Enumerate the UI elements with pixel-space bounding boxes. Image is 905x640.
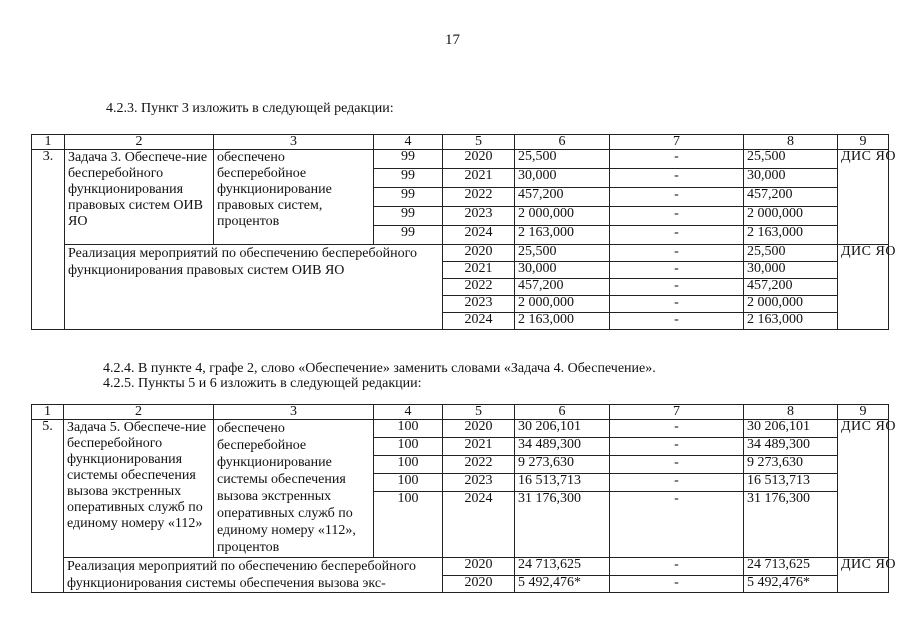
indicator-text: обеспечено бесперебойное функционирование системы обеспечения вызова экстренных оперативных служб по единому номеру «112», процентов [214,420,374,558]
total-amount: 2 163,000 [515,313,610,330]
total-amount: 9 273,630 [515,456,610,474]
total-amount: 24 713,625 [515,558,610,576]
header-cell: 5 [443,135,515,150]
total-amount: 457,200 [515,188,610,207]
section-4-2-4: 4.2.4. В пункте 4, графе 2, слово «Обеспечение» заменить словами «Задача 4. Обеспечение». [103,361,656,376]
regional-amount: 457,200 [744,279,838,296]
regional-amount: 31 176,300 [744,492,838,558]
federal-amount: - [610,279,744,296]
federal-amount: - [610,262,744,279]
year: 2021 [443,438,515,456]
regional-amount: 9 273,630 [744,456,838,474]
total-amount: 30,000 [515,169,610,188]
indicator-text: обеспечено бесперебойное функционирование правовых систем, процентов [214,150,374,245]
task-number: 3. [32,150,65,330]
table-row [32,558,889,576]
year: 2020 [443,150,515,169]
header-cell: 8 [744,135,838,150]
table-row [32,245,889,262]
activity-text: Реализация мероприятий по обеспечению бесперебойного функционирования системы обеспечения вызова экс- [64,558,443,593]
year: 2020 [443,245,515,262]
target-value: 100 [374,474,443,492]
year: 2024 [443,313,515,330]
header-cell: 2 [65,135,214,150]
year: 2023 [443,296,515,313]
regional-amount: 16 513,713 [744,474,838,492]
federal-amount: - [610,420,744,438]
target-value: 99 [374,226,443,245]
federal-amount: - [610,296,744,313]
year: 2024 [443,226,515,245]
regional-amount: 2 000,000 [744,207,838,226]
federal-amount: - [610,207,744,226]
target-value: 99 [374,207,443,226]
header-cell: 6 [515,405,610,420]
section-4-2-3: 4.2.3. Пункт 3 изложить в следующей редакции: [106,101,394,116]
header-cell: 9 [838,405,889,420]
federal-amount: - [610,492,744,558]
table-row [32,420,889,438]
header-cell: 5 [443,405,515,420]
header-cell: 7 [610,405,744,420]
total-amount: 457,200 [515,279,610,296]
header-cell: 4 [374,405,443,420]
regional-amount: 24 713,625 [744,558,838,576]
header-cell: 1 [32,405,64,420]
executor: ДИС ЯО [838,150,889,245]
year: 2020 [443,558,515,576]
header-cell: 3 [214,135,374,150]
total-amount: 34 489,300 [515,438,610,456]
target-value: 100 [374,420,443,438]
regional-amount: 457,200 [744,188,838,207]
executor: ДИС ЯО [838,420,889,558]
header-cell: 6 [515,135,610,150]
page-number: 17 [445,32,460,48]
year: 2020 [443,420,515,438]
target-value: 100 [374,492,443,558]
federal-amount: - [610,188,744,207]
year: 2023 [443,207,515,226]
federal-amount: - [610,474,744,492]
federal-amount: - [610,575,744,593]
regional-amount: 2 163,000 [744,226,838,245]
header-cell: 8 [744,405,838,420]
total-amount: 25,500 [515,150,610,169]
task-text: Задача 5. Обеспече-ние бесперебойного функционирования системы обеспечения вызова экстренных оперативных служб по единому номеру «112» [64,420,214,558]
total-amount: 31 176,300 [515,492,610,558]
year: 2024 [443,492,515,558]
year: 2022 [443,456,515,474]
section-4-2-5: 4.2.5. Пункты 5 и 6 изложить в следующей редакции: [103,376,422,391]
task-number: 5. [32,420,64,593]
federal-amount: - [610,438,744,456]
target-value: 100 [374,456,443,474]
header-cell: 4 [374,135,443,150]
regional-amount: 25,500 [744,245,838,262]
year: 2023 [443,474,515,492]
regional-amount: 34 489,300 [744,438,838,456]
task-text: Задача 3. Обеспече-ние бесперебойного функционирования правовых систем ОИВ ЯО [65,150,214,245]
header-cell: 2 [64,405,214,420]
federal-amount: - [610,150,744,169]
regional-amount: 30 206,101 [744,420,838,438]
federal-amount: - [610,245,744,262]
table-sections-5-6 [31,404,896,593]
header-row [32,135,889,150]
federal-amount: - [610,313,744,330]
target-value: 99 [374,150,443,169]
year: 2021 [443,262,515,279]
regional-amount: 5 492,476* [744,575,838,593]
regional-amount: 2 163,000 [744,313,838,330]
activity-text: Реализация мероприятий по обеспечению бесперебойного функционирования правовых систем ОИВ ЯО [65,245,443,330]
table-section-3 [31,134,896,330]
total-amount: 30,000 [515,262,610,279]
federal-amount: - [610,456,744,474]
header-cell: 3 [214,405,374,420]
federal-amount: - [610,169,744,188]
regional-amount: 30,000 [744,262,838,279]
year: 2021 [443,169,515,188]
regional-amount: 30,000 [744,169,838,188]
federal-amount: - [610,226,744,245]
executor: ДИС ЯО [838,558,889,593]
year: 2022 [443,279,515,296]
total-amount: 16 513,713 [515,474,610,492]
header-cell: 1 [32,135,65,150]
federal-amount: - [610,558,744,576]
total-amount: 30 206,101 [515,420,610,438]
total-amount: 2 000,000 [515,296,610,313]
header-cell: 7 [610,135,744,150]
regional-amount: 2 000,000 [744,296,838,313]
total-amount: 5 492,476* [515,575,610,593]
table-row [32,150,889,169]
regional-amount: 25,500 [744,150,838,169]
total-amount: 25,500 [515,245,610,262]
header-cell: 9 [838,135,889,150]
year: 2020 [443,575,515,593]
target-value: 99 [374,188,443,207]
year: 2022 [443,188,515,207]
total-amount: 2 163,000 [515,226,610,245]
total-amount: 2 000,000 [515,207,610,226]
target-value: 99 [374,169,443,188]
target-value: 100 [374,438,443,456]
header-row [32,405,889,420]
executor: ДИС ЯО [838,245,889,330]
